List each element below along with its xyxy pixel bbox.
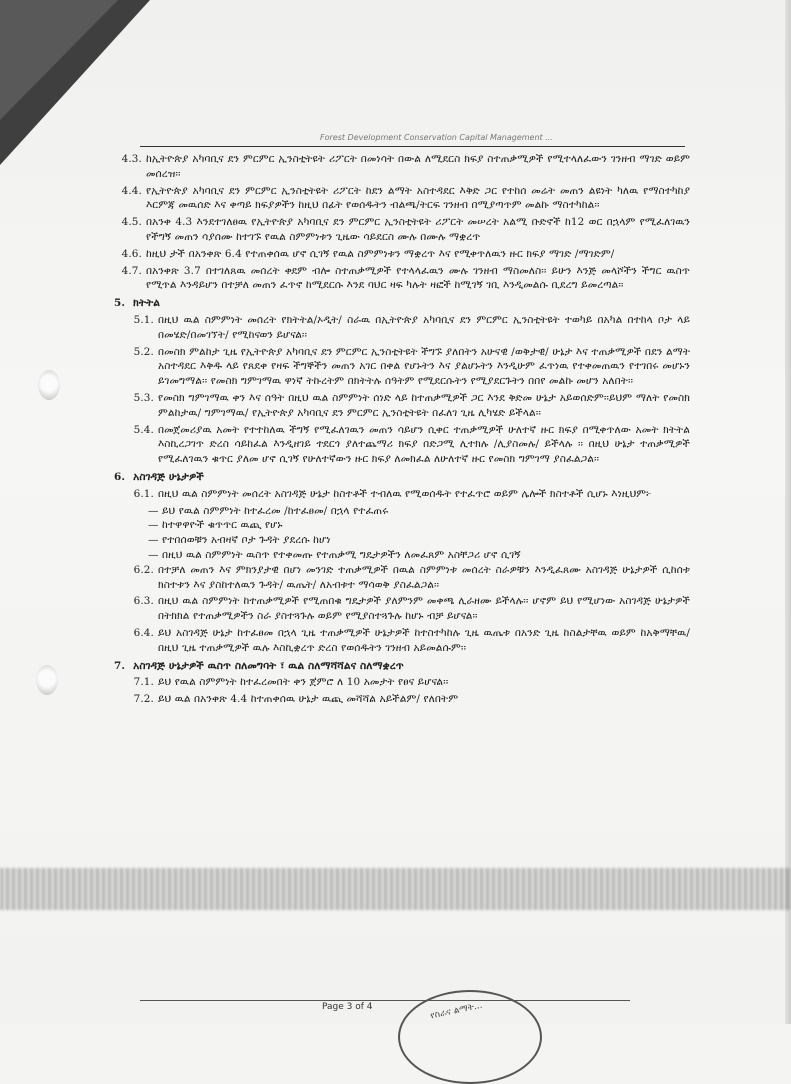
clause-number: 4.4. bbox=[121, 184, 142, 197]
punch-hole-bottom bbox=[36, 665, 58, 695]
section-number: 7. bbox=[114, 659, 126, 672]
clause-text: ከኢትዮጵያ አካባቢና ደን ምርምር ኢንስቲትዩት ሪፖርት በመነሳት በውል ለሚደርስ ክፍያ ስተጠቃሚዎች የሚተላለፈውን ገንዘብ ማገድ ወይም መሰረዝ፡፡ bbox=[146, 153, 690, 180]
dash-marker: — bbox=[148, 504, 159, 517]
clauses-section-6-cont bbox=[100, 563, 690, 656]
clause-text: በአንቀ 4.3 እንደተገለፀዉ የኢትዮጵያ አካባቢና ደን ምርምር ኢንስቲትዩት ሪፖርት መሠረት አልሚ ቡድኖች ከ12 ወር በኋላም የሚፈለገዉን የችግኝ መጠን ሳያሰሙ ከተገኙ የዉል ስምምነቱን ጊዜው ሳይደርስ ሙሉ በሙሉ ማቋረጥ bbox=[146, 216, 690, 243]
clause-text: በዚህ ዉል ስምምነት መሰረት የክትትል/ኦዲት/ ስራዉ በኢትዮጵያ አካባቢና ደን ምርምር ኢንስቲትዩት ተወካይ በአካል በተከላ ቦታ ላይ በመሄድ/በመገኘት/ የሚከናወን ይሆናል፡፡ bbox=[158, 313, 690, 341]
section-title: አስገዳጅ ሁኔታዎች bbox=[133, 470, 204, 483]
clause-text: የመስክ ግምገማዉ ቀን እና ሰዓት በዚህ ዉል ስምምነት ሰነድ ላይ ከተጠቃሚዎች ጋር እንደ ቅድመ ሁኔታ አይወሰድም፡፡ይህም ማለት የመስክ ምልከታዉ/ ግምገማዉ/ የኢትዮጵያ አካባቢና ደን ምርምር ኢንስቲትዩት በፈለገ ጊዜ ሊካሄድ ይችላል፡፡ bbox=[158, 391, 690, 419]
clause bbox=[100, 264, 690, 294]
clause bbox=[100, 391, 690, 421]
clause bbox=[100, 692, 690, 707]
clause bbox=[100, 184, 690, 214]
corner-shadow bbox=[0, 0, 118, 120]
bullet-text: ይህ የዉል ስምምነት ከተፈረመ /ከተፈፀመ/ በኋላ የተፈጠሩ bbox=[162, 504, 389, 517]
clause-text: በተቻለ መጠን እና ምክንያታዊ በሆነ መንገድ ተጠቃሚዎች በዉል ስምምነቱ መሰረት ስራዎቹን እንዲፈጸሙ አስገዳጅ ሁኔታዎች ሲከሰቱ ክስተቱን እና ያስከተለዉን ጉዳት/ ዉጤት/ ለአብቱተ ማሳወቅ ያስፈልጋል፡፡ bbox=[158, 563, 690, 591]
clause bbox=[100, 313, 690, 343]
clause-text: የኢትዮጵያ አካባቢና ደን ምርምር ኢንስቲትዩት ሪፖርት ከደን ልማት አስተዳደር እቅድ ጋር የተከሰ መሬት መጠን ልዩነት ካለዉ የማስተካከያ እርምጃ መዉሰድ እና ቀጣይ ክፍያዎችን ከዚህ በፊት የወሰዱትን ብልጫ/ትርፍ ገንዘብ በሚያጣጥም መልኩ ማስተካከል፡፡ bbox=[146, 184, 690, 212]
clause-number: 6.1. bbox=[133, 487, 154, 500]
clause bbox=[100, 345, 690, 389]
bullet-item bbox=[100, 518, 690, 533]
clause bbox=[100, 423, 690, 467]
clause-text: በመስክ ምልከታ ጊዜ የኢትዮጵያ አካባቢና ደን ምርምር ኢንስቲትዩት ችግኙ ያለበትን አሁናዊ /ወቅታዊ/ ሁኔታ እና ተጠቃሚዎች በደን ልማት አስተዳደር እቅዱ ላይ የጸደቀ የዛፍ ችግኞችን መጠን አገር በቀል የሆኑትን እና ያልሆኑትን እንዲሁም ፈጥነዉ የተቀመጠዉን የተገበሩ መሆኑን ይገመግማል፡፡ የመስክ ግምገማዉ ዋነኛ ትኩረትም በክትትሉ ሰዓትም የሚደርሱትን የሚያደርጉትን በበየ መልኩ መሆን አለበት፡፡ bbox=[158, 345, 690, 388]
bullet-text: በዚህ ዉል ስምምነት ዉስጥ የተቀመጡ የተጠቃሚ ግዴታዎችን ለመፈጸም አስቸጋሪ ሆኖ ሲገኝ bbox=[162, 548, 521, 561]
clause bbox=[100, 626, 690, 656]
section-number: 5. bbox=[114, 297, 126, 310]
section-7-heading bbox=[100, 659, 690, 674]
dash-marker: — bbox=[148, 534, 159, 547]
punch-hole-top bbox=[38, 370, 60, 400]
header-rule bbox=[140, 146, 685, 147]
clause-text: ይህ አስገዳጅ ሁኔታ ከተፈፀመ በኋላ ጊዜ ተጠቃሚዎች ሁኔታዎች ከተስተካከሉ ጊዜ ዉጤቱ በአንድ ጊዜ ከስልታቸዉ ወይም ከአቅማቸዉ/ በዚህ ጊዜ ተጠቃሚዎች ዉሉ እስኪቋረጥ ድረስ የወሰዱትን ገንዘብ አይመልሱም፡፡ bbox=[158, 626, 690, 654]
bullet-list bbox=[100, 504, 690, 563]
stamp-text: የስራና ልማት... bbox=[429, 1000, 484, 1022]
clause bbox=[100, 487, 690, 502]
clause-number: 5.2. bbox=[133, 345, 154, 358]
section-6-heading bbox=[100, 470, 690, 485]
clause-number: 5.1. bbox=[133, 313, 154, 326]
clause-number: 6.3. bbox=[133, 595, 154, 608]
bullet-text: የተበሰወቹን አብዛኛ ቦታ ጉዳት ያደረሱ ከሆነ bbox=[162, 534, 331, 547]
dash-marker: — bbox=[148, 548, 159, 561]
footer-rule bbox=[140, 1000, 630, 1001]
clause-text: ይህ የዉል ስምምነት ከተፈረመበት ቀን ጀምሮ ለ 10 አመታት የፀና ይሆናል፡፡ bbox=[158, 676, 449, 689]
clause-text: ይህ ዉል በአንቀጽ 4.4 ከተጠቀሰዉ ሁኔታ ዉጪ መሻሻል አይችልም/ የለበትም bbox=[158, 693, 459, 706]
clause bbox=[100, 247, 690, 262]
clause-number: 6.2. bbox=[133, 563, 154, 576]
bullet-item bbox=[100, 533, 690, 548]
page-number: Page 3 of 4 bbox=[322, 1002, 373, 1012]
clause bbox=[100, 215, 690, 245]
clauses-section-7 bbox=[100, 675, 690, 707]
bullet-text: ከተዋዋዮች ቁጥጥር ዉጪ የሆኑ bbox=[162, 519, 283, 532]
clause-number: 7.2. bbox=[133, 693, 154, 706]
section-title: ክትትል bbox=[133, 297, 160, 310]
clause-number: 6.4. bbox=[133, 626, 154, 639]
clause-number: 5.3. bbox=[133, 391, 154, 404]
clause-text: ከዚህ ታች በአንቀጽ 6.4 የተጠቀሰዉ ሆኖ ሲገኝ የዉል ስምምነቱን ማቋረጥ እና የሚቀጥለዉን ዙር ክፍያ ማገድ /ማገድም/ bbox=[146, 247, 615, 260]
clause bbox=[100, 563, 690, 593]
clause-number: 7.1. bbox=[133, 676, 154, 689]
section-number: 6. bbox=[114, 470, 126, 483]
clause-text: በዚህ ዉል ስምምነት መሰረት አስገዳጅ ሁኔታ ከስተቶች ተብለዉ የሚወሰዱት የተፈጥሮ ወይም ሌሎች ክስተቶች ሲሆኑ እነዚህም፦ bbox=[158, 487, 652, 500]
clauses-section-4 bbox=[100, 152, 690, 293]
bullet-item bbox=[100, 504, 690, 519]
section-5-heading bbox=[100, 296, 690, 311]
clause-text: በዚህ ዉል ስምምነት ከተጠቃሚዎች የሚጠበቁ ግዴታዎች ያለምንም መቀጫ ሊራዘሙ ይችላሉ፡፡ ሆኖም ይህ የሚሆነው አስገዳጅ ሁኔታዎች በትክክል የተጠቃሚዎችን ስራ ያስተጓጉሉ ወይም የሚያስተጓጉሉ ከሆኑ ብቻ ይሆናል፡፡ bbox=[158, 595, 690, 623]
clauses-section-6 bbox=[100, 487, 690, 502]
clause bbox=[100, 675, 690, 690]
clause-text: በአንቀጽ 3.7 በተገለጸዉ መሰረት ቀደም ብሎ ስተጠቃሚዎች የተላላፈዉን ሙሉ ገንዘብ ማስመለስ፡፡ ይሁን እንጅ መላሾችን ችግር ዉስጥ የሚጥል እንዳይሆን በተቻለ መጠን ፈጥኖ ከሚደርሱ እንደ ባህር ዛፍ ካሉት ዛፎች ከሚገኝ ገቢ እንዲመልሱ ቢደረግ ይመረጣል፡፡ bbox=[146, 264, 690, 292]
section-title: አስገዳጅ ሁኔታዎች ዉስጥ ስለመግባት ፣ ዉል ስለማሻሻልና ስለማቋረጥ bbox=[133, 659, 404, 672]
header-note: Forest Development Conservation Capital Management ... bbox=[320, 133, 553, 142]
clause-number: 4.6. bbox=[121, 247, 142, 260]
scan-smudge bbox=[0, 868, 791, 910]
clauses-section-5 bbox=[100, 313, 690, 467]
document-body bbox=[100, 152, 690, 709]
bullet-item bbox=[100, 548, 690, 563]
clause bbox=[100, 594, 690, 624]
dash-marker: — bbox=[148, 519, 159, 532]
clause-number: 4.3. bbox=[121, 153, 142, 165]
clause-text: በመጀመሪያዉ አመት የተተከለዉ ችግኝ የሚፈለገዉን መጠን ሳይሆን ሲቀር ተጠቃሚዎች ሁለተኛ ዙር ክፍያ በሚቀጥለው አመት ክትትል እስኪረጋገጥ ድረስ ሳይከፈል እንዲዘገይ ተደርጎ ያለተጨማሪ ክፍያ በድጋሚ ሊተክሉ /ሊያስመሉ/ ይችላሉ ፡፡ በዚህ ሁኔታ ተጠቃሚዎች የሚፈለገዉን ቁጥር ያለመ ሆኖ ሲገኝ የሁለተኛውን ዙር ክፍያ ለመክፈል ለሁለተኛ ዙር የመስክ ግምገማ ያስፈልጋል፡፡ bbox=[158, 423, 690, 466]
clause-number: 4.5. bbox=[121, 216, 142, 229]
clause-number: 5.4. bbox=[133, 423, 154, 436]
clause-number: 4.7. bbox=[121, 264, 142, 277]
clause bbox=[100, 152, 690, 182]
